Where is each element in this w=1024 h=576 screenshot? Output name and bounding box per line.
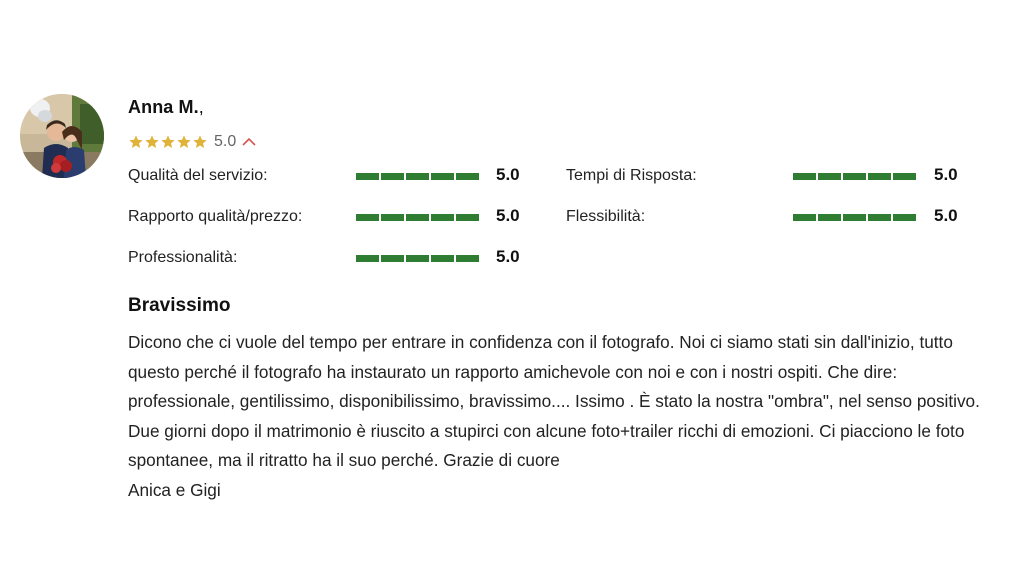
metric-label: Flessibilità: <box>566 208 646 225</box>
star-icon <box>176 134 192 150</box>
chevron-up-icon[interactable] <box>242 137 256 147</box>
overall-score: 5.0 <box>214 133 237 150</box>
avatar-photo-couple <box>20 94 104 178</box>
metric-label: Tempi di Risposta: <box>566 167 697 184</box>
bar-segment <box>456 214 479 221</box>
metric-bar <box>793 214 916 221</box>
bar-segment <box>406 173 429 180</box>
reviewer-name-text: Anna M. <box>128 97 199 117</box>
metric-value: 5.0 <box>934 206 958 225</box>
metric-value-for-money <box>128 206 528 228</box>
metric-value: 5.0 <box>496 165 520 184</box>
bar-segment <box>843 173 866 180</box>
overall-rating <box>128 131 256 153</box>
bar-segment <box>793 173 816 180</box>
star-icon <box>160 134 176 150</box>
metric-quality-of-service <box>128 165 528 187</box>
bar-segment <box>793 214 816 221</box>
metric-bar <box>356 255 479 262</box>
star-rating <box>128 134 208 150</box>
metric-professionalism <box>128 247 528 269</box>
bar-segment <box>868 214 891 221</box>
reviewer-name <box>128 97 204 118</box>
star-icon <box>192 134 208 150</box>
metric-value: 5.0 <box>496 206 520 225</box>
metric-bar <box>356 173 479 180</box>
metric-label: Qualità del servizio: <box>128 167 268 184</box>
review-body: Dicono che ci vuole del tempo per entrare in confidenza con il fotografo. Noi ci siamo stati sin dall'inizio, tutto questo perché il fotografo ha instaurato un rapporto amichevole con noi e con i nostri ospiti. Che dire: professionale, gentilissimo, disponibilissimo, bravissimo.... Issimo . È stato la nostra "ombra", nel senso positivo. Due giorni dopo il matrimonio è riuscito a stupirci con alcune foto+trailer ricchi di emozioni. Ci piacciono le foto spontanee, ma il ritratto ha il suo perché. Grazie di cuore Anica e Gigi <box>128 332 980 500</box>
bar-segment <box>818 214 841 221</box>
bar-segment <box>456 173 479 180</box>
bar-segment <box>818 173 841 180</box>
bar-segment <box>381 255 404 262</box>
star-icon <box>128 134 144 150</box>
bar-segment <box>893 173 916 180</box>
metric-value: 5.0 <box>934 165 958 184</box>
metric-bar <box>793 173 916 180</box>
bar-segment <box>356 255 379 262</box>
metric-flexibility <box>566 206 986 228</box>
bar-segment <box>381 173 404 180</box>
bar-segment <box>431 214 454 221</box>
star-icon <box>144 134 160 150</box>
bar-segment <box>381 214 404 221</box>
bar-segment <box>356 214 379 221</box>
reviewer-name-suffix: , <box>198 97 204 117</box>
metric-label: Professionalità: <box>128 249 238 266</box>
bar-segment <box>868 173 891 180</box>
review-title: Bravissimo <box>128 295 231 316</box>
bar-segment <box>456 255 479 262</box>
bar-segment <box>356 173 379 180</box>
bar-segment <box>843 214 866 221</box>
bar-segment <box>406 255 429 262</box>
metric-value: 5.0 <box>496 247 520 266</box>
bar-segment <box>893 214 916 221</box>
metric-label: Rapporto qualità/prezzo: <box>128 208 303 225</box>
bar-segment <box>431 173 454 180</box>
avatar[interactable] <box>20 94 104 178</box>
metric-bar <box>356 214 479 221</box>
bar-segment <box>431 255 454 262</box>
metric-response-time <box>566 165 986 187</box>
bar-segment <box>406 214 429 221</box>
